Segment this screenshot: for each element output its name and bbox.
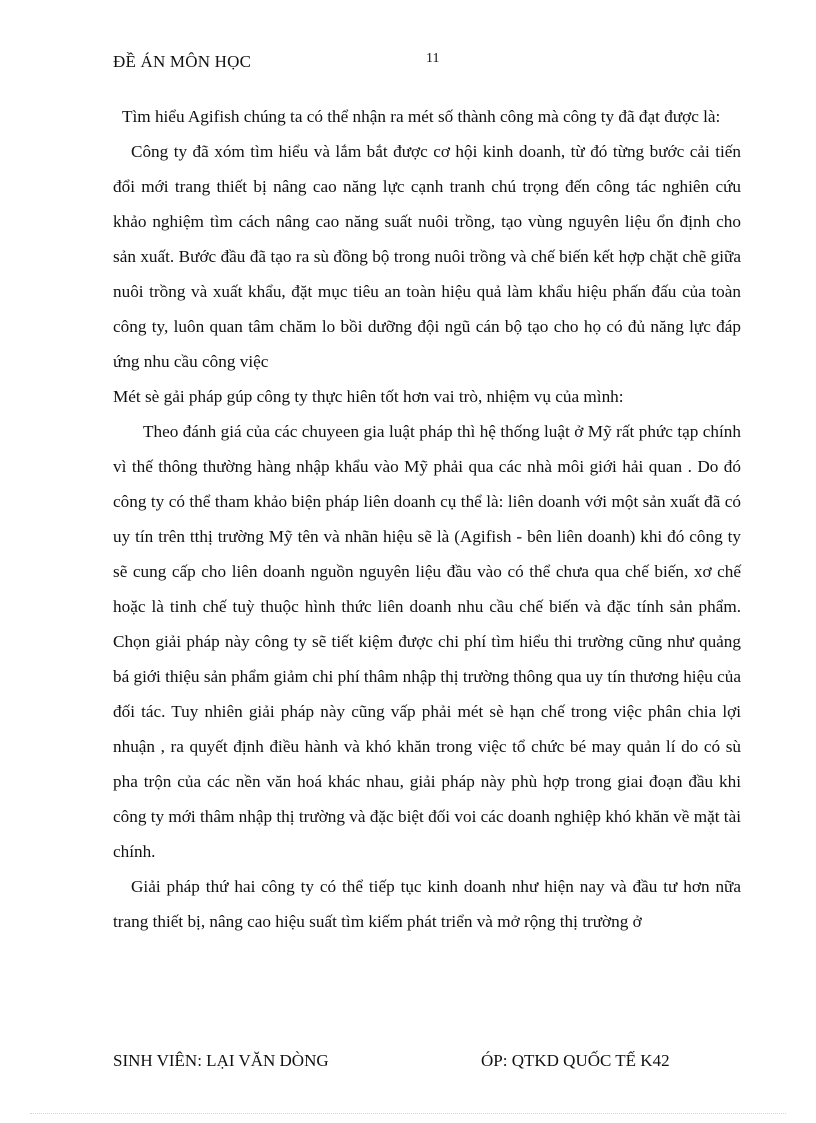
paragraph-intro: Tìm hiểu Agifish chúng ta có thể nhận ra mét số thành công mà công ty đã đạt được là: <box>122 107 721 126</box>
body-text <box>113 99 741 939</box>
paragraph-solutions-heading: Mét sè gải pháp gúp công ty thực hiên tốt hơn vai trò, nhiệm vụ của mình: <box>113 387 624 406</box>
page-number: 11 <box>426 51 440 66</box>
footer-student: SINH VIÊN: LẠI VĂN DÒNG <box>113 1051 329 1070</box>
footer-class: ÓP: QTKD QUỐC TẾ K42 <box>481 1051 670 1070</box>
paragraph-joint-venture: Theo đánh giá của các chuyeen gia luật pháp thì hệ thống luật ở Mỹ rất phức tạp chính vì thế thông thường hàng nhập khẩu vào Mỹ phải qua các nhà môi giới hải quan . Do đó công ty có thể tham khảo biện pháp liên doanh cụ thể là: liên doanh với một sản xuất đã có uy tín trên tthị trường Mỹ tên và nhãn hiệu sẽ là (Agifish - bên liên doanh) khi đó công ty sẽ cung cấp cho liên doanh nguồn nguyên liệu đầu vào có thể chưa qua chế biến, xơ chế hoặc là tinh chế tuỳ thuộc hình thức liên doanh nhu cầu chế biến và đặc tính sản phẩm. Chọn giải pháp này công ty sẽ tiết kiệm được chi phí tìm hiểu thi trường cũng như quảng bá giới thiệu sản phẩm giảm chi phí thâm nhập thị trường thông qua uy tín thương hiệu của đối tác. Tuy nhiên giải pháp này cũng vấp phải mét sè hạn chế trong việc phân chia lợi nhuận , ra quyết định điều hành và khó khăn trong việc tổ chức bé may quản lí do có sù pha trộn của các nền văn hoá khác nhau, giải pháp này phù hợp trong giai đoạn đầu khi công ty mới thâm nhập thị trường và đặc biệt đối voi các doanh nghiệp khó khăn về mặt tài chính. <box>113 422 741 861</box>
header-title: ĐỀ ÁN MÔN HỌC <box>113 52 252 71</box>
paragraph-achievements: Công ty đã xóm tìm hiểu và lắm bắt được cơ hội kinh doanh, từ đó từng bước cải tiến đổi mới trang thiết bị nâng cao năng lực cạnh tranh chú trọng đến công tác nghiên cứu khảo nghiệm tìm cách nâng cao năng suất nuôi trồng, tạo vùng nguyên liệu ổn định cho sản xuất. Bước đầu đã tạo ra sù đồng bộ trong nuôi trồng và chế biến kết hợp chặt chẽ giữa nuôi trồng và xuất khẩu, đặt mục tiêu an toàn hiệu quả làm khẩu hiệu phấn đấu của toàn công ty, luôn quan tâm chăm lo bồi dưỡng đội ngũ cán bộ tạo cho họ có đủ năng lực đáp ứng nhu cầu công việc <box>113 142 741 371</box>
paragraph-second-solution: Giải pháp thứ hai công ty có thể tiếp tục kinh doanh như hiện nay và đầu tư hơn nữa trang thiết bị, nâng cao hiệu suất tìm kiếm phát triển và mở rộng thị trường ở <box>113 877 741 931</box>
page-bottom-divider <box>30 1113 786 1114</box>
